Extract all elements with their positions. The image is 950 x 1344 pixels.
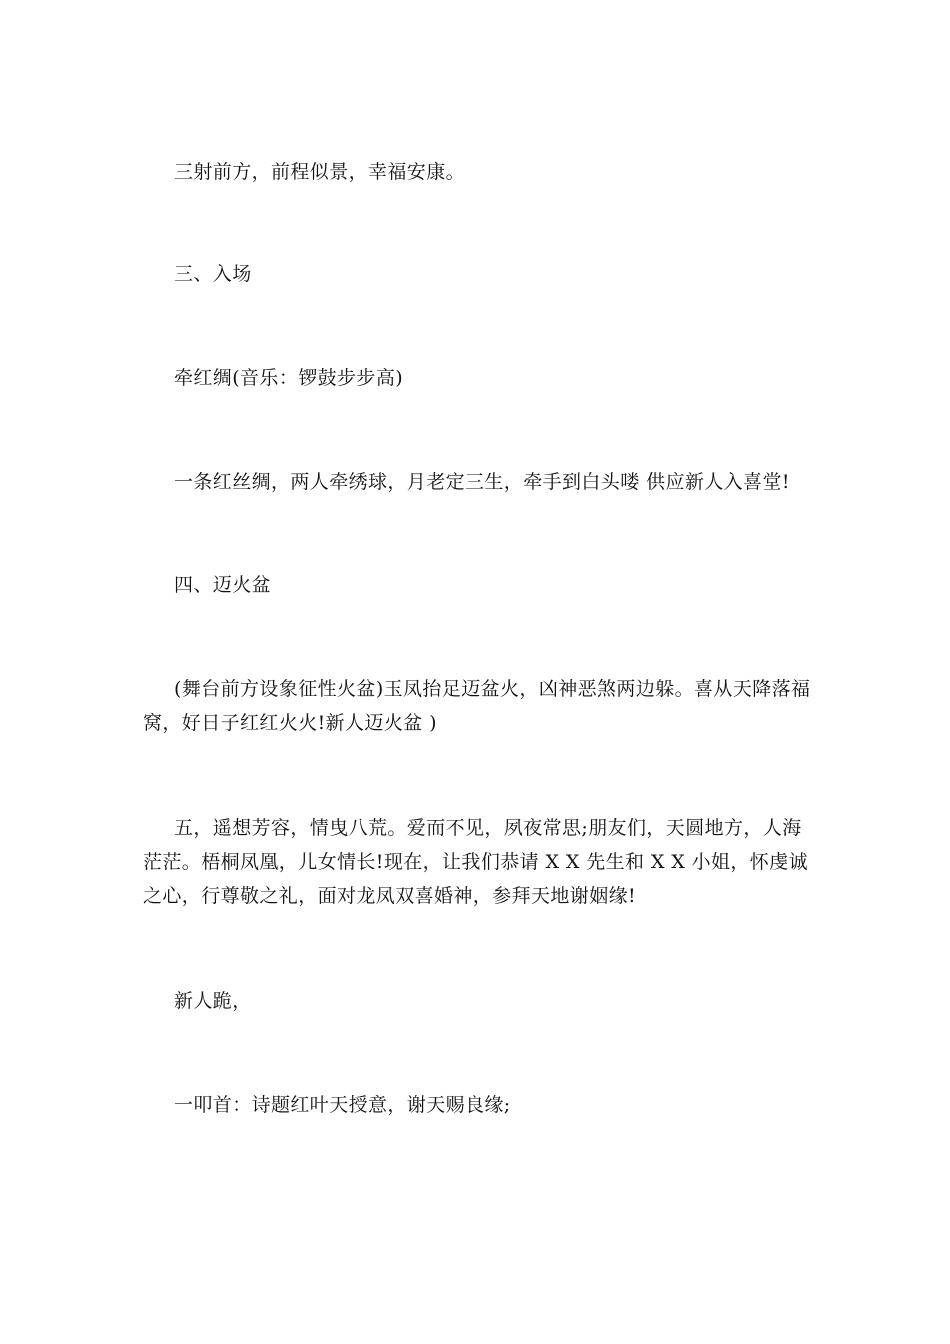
text-line: 新人跪，: [174, 990, 252, 1012]
section-heading-entrance: [143, 257, 813, 291]
paragraph-section-five: [143, 811, 813, 913]
text-line: 茫茫。梧桐凤凰，儿女情长!现在，让我们恭请 X X 先生和 X X 小姐，怀虔诚: [143, 851, 808, 873]
paragraph-red-silk-verse: [143, 465, 813, 499]
paragraph-blessing-line: [143, 155, 813, 189]
text-line: 三、入场: [174, 263, 252, 285]
text-line: 一叩首：诗题红叶天授意，谢天赐良缘;: [174, 1094, 511, 1116]
text-line: 窝，好日子红红火火!新人迈火盆 ): [143, 712, 437, 734]
text-line: 一条红丝绸，两人牵绣球，月老定三生，牵手到白头喽 供应新人入喜堂!: [174, 471, 790, 493]
paragraph-fire-basin: [143, 672, 813, 740]
section-heading-fire-basin: [143, 568, 813, 602]
text-line: 牵红绸(音乐：锣鼓步步高): [174, 367, 404, 389]
text-line: 五，遥想芳容，情曳八荒。爱而不见，夙夜常思;朋友们，天圆地方，人海: [174, 817, 802, 839]
text-line: 四、迈火盆: [174, 574, 272, 596]
paragraph-kneel: [143, 984, 813, 1018]
text-line: 三射前方，前程似景，幸福安康。: [174, 161, 466, 183]
paragraph-first-bow: [143, 1088, 813, 1122]
text-line: 之心，行尊敬之礼，面对龙凤双喜婚神，参拜天地谢姻缘!: [143, 885, 637, 907]
paragraph-red-silk: [143, 361, 813, 395]
text-line: (舞台前方设象征性火盆)玉凤抬足迈盆火，凶神恶煞两边躲。喜从天降落福: [174, 678, 811, 700]
